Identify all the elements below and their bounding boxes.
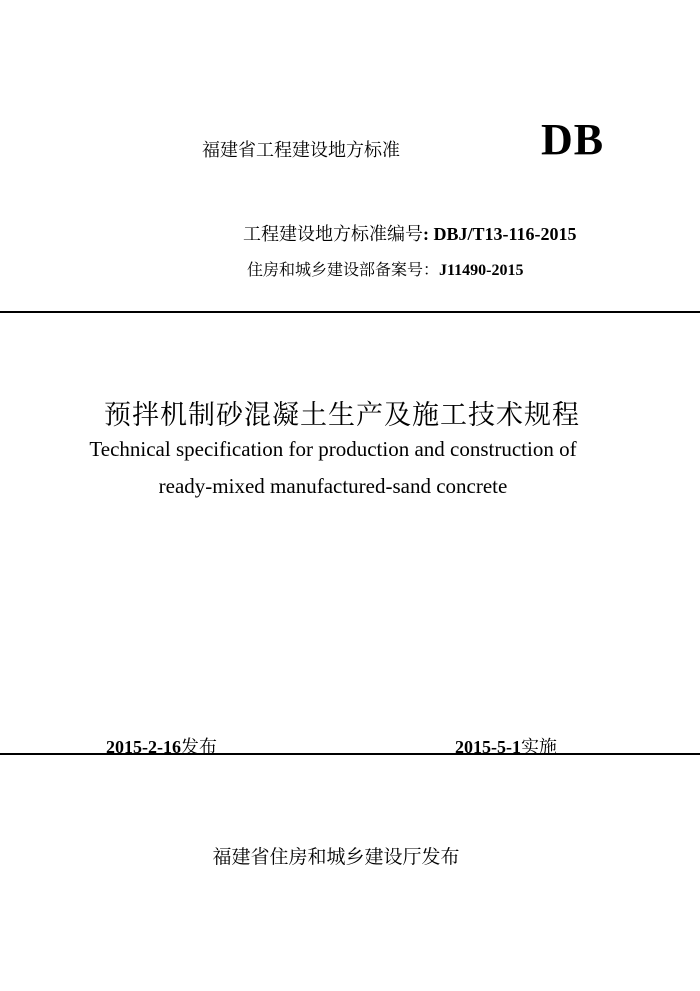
filing-number-value: J11490-2015: [439, 262, 524, 279]
standard-number-separator: :: [423, 224, 434, 244]
issue-date-label: 发布: [181, 737, 217, 758]
issue-date: [106, 733, 217, 759]
title-english-line-2: ready-mixed manufactured-sand concrete: [158, 474, 508, 498]
bottom-divider: [0, 753, 700, 755]
standard-category-label: 福建省工程建设地方标准: [202, 140, 400, 161]
top-divider: [0, 311, 700, 313]
filing-number-separator: ：: [423, 260, 440, 279]
title-chinese: 预拌机制砂混凝土生产及施工技术规程: [104, 400, 580, 431]
issue-date-value: 2015-2-16: [106, 737, 181, 757]
standard-number-label: 工程建设地方标准编号: [243, 224, 423, 245]
standard-number-value: DBJ/T13-116-2015: [433, 224, 577, 244]
standard-number-line: [243, 220, 577, 246]
effective-date-label: 实施: [521, 737, 557, 758]
title-english-line-1: Technical specification for production and construction of: [89, 437, 577, 461]
filing-number-label: 住房和城乡建设部备案号: [247, 260, 424, 279]
effective-date-value: 2015-5-1: [455, 737, 521, 757]
db-mark: DB: [541, 115, 605, 164]
issuing-authority: 福建省住房和城乡建设厅发布: [212, 846, 460, 868]
effective-date: [455, 733, 557, 759]
filing-number-line: [247, 257, 523, 280]
